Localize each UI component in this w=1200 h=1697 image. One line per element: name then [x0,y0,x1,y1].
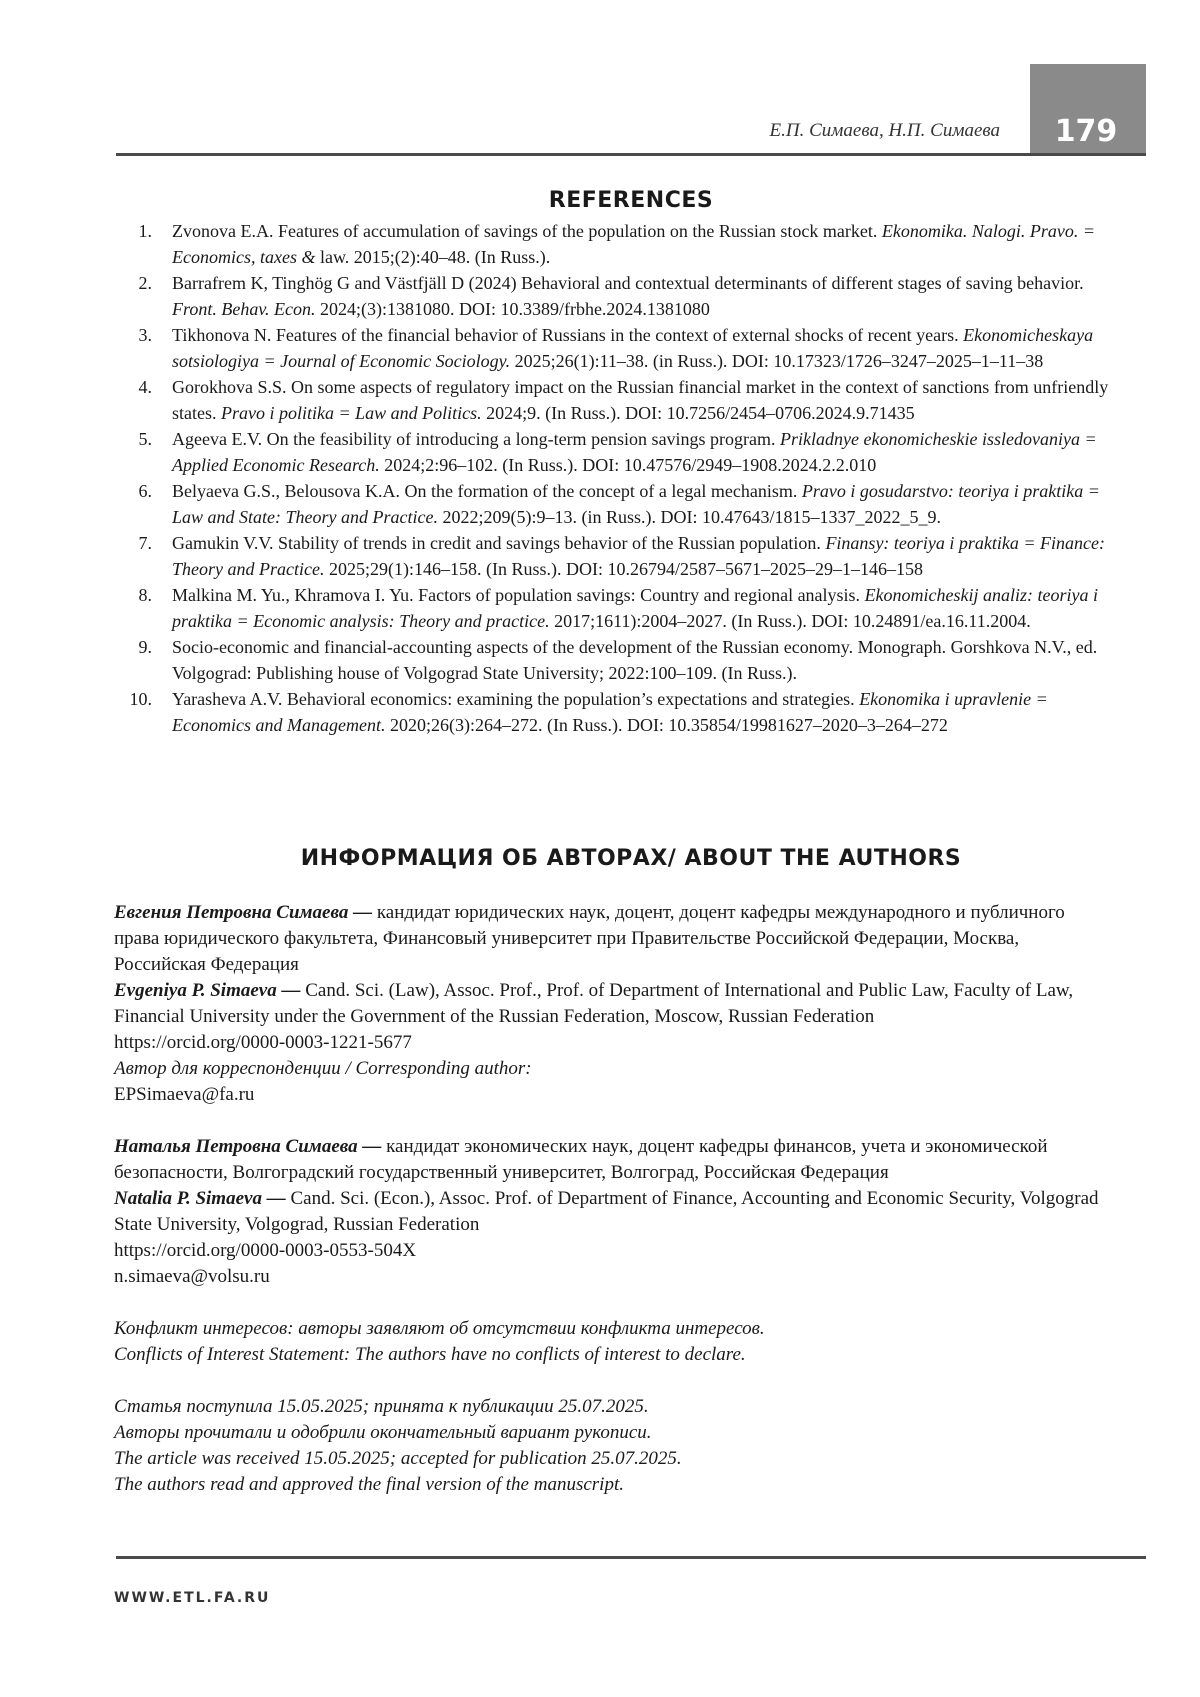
reference-item: 6. Belyaeva G.S., Belousova K.A. On the formation of the concept of a legal mechanism. Pravo i gosudarstvo: teoriya i praktika = Law and State: Theory and Practice. 2022;209(5):9–13. (in Russ.). DOI: 10.47643/1815–1337_2022_5_9. [138,481,1100,527]
reference-item: 3. Tikhonova N. Features of the financial behavior of Russians in the context of external shocks of recent years. Ekonomicheskaya sotsiologiya = Journal of Economic Sociology. 2025;26(1):11–38. (in Russ.). DOI: 10.17323/1726–3247–2025–1–11–38 [138,325,1094,371]
author1-ru: Евгения Петровна Симаева — кандидат юридических наук, доцент, доцент кафедры международного и публичного права юридического факультета, Финансовый университет при Правительстве Российской Федерации, Москва, Российская Федерация [114,902,1065,975]
reference-item: 4. Gorokhova S.S. On some aspects of regulatory impact on the Russian financial market in the context of sanctions from unfriendly states. Pravo i politika = Law and Politics. 2024;9. (In Russ.). DOI: 10.7256/2454–0706.2024.9.71435 [138,377,1109,423]
running-head: Е.П. Симаева, Н.П. Симаева [769,120,1000,141]
reference-item: 2. Barrafrem K, Tinghög G and Västfjäll D (2024) Behavioral and contextual determinants of different stages of saving behavior. Front. Behav. Econ. 2024;(3):1381080. DOI: 10.3389/frbhe.2024.1381080 [138,273,1084,319]
approved-en: The authors read and approved the final version of the manuscript. [114,1474,624,1495]
reference-item: 10. Yarasheva A.V. Behavioral economics: examining the population’s expectations and strategies. Ekonomika i upravlenie = Economics and Management. 2020;26(3):264–272. (In Russ.). DOI: 10.35854/19981627–2020–3–264–272 [129,689,1048,735]
reference-item: 9. Socio-economic and financial-accounting aspects of the development of the Russian economy. Monograph. Gorshkova N.V., ed. Volgograd: Publishing house of Volgograd State University; 2022:100–109. (In Russ.). [138,637,1098,683]
authors-section [114,900,1114,1498]
author2-email[interactable]: n.simaeva@volsu.ru [114,1266,270,1287]
references-heading: REFERENCES [548,188,714,213]
conflict-en: Conflicts of Interest Statement: The authors have no conflicts of interest to declare. [114,1344,746,1365]
reference-item: 1. Zvonova E.A. Features of accumulation of savings of the population on the Russian stock market. Ekonomika. Nalogi. Pravo. = Economics, taxes & law. 2015;(2):40–48. (In Russ.). [138,221,1095,267]
author2-orcid[interactable]: https://orcid.org/0000-0003-0553-504X [114,1240,417,1261]
author2-ru: Наталья Петровна Симаева — кандидат экономических наук, доцент кафедры финансов, учета и экономической безопасности, Волгоградский государственный университет, Волгоград, Российская Федерация [114,1136,1048,1183]
reference-item: 8. Malkina M. Yu., Khramova I. Yu. Factors of population savings: Country and regional analysis. Ekonomicheskij analiz: teoriya i praktika = Economic analysis: Theory and practice. 2017;1611):2004–2027. (In Russ.). DOI: 10.24891/ea.16.11.2004. [138,585,1099,631]
approved-ru: Авторы прочитали и одобрили окончательный вариант рукописи. [114,1422,652,1443]
author2-en: Natalia P. Simaeva — Cand. Sci. (Econ.), Assoc. Prof. of Department of Finance, Accounting and Economic Security, Volgograd State University, Volgograd, Russian Federation [114,1188,1099,1235]
reference-item: 5. Ageeva E.V. On the feasibility of introducing a long-term pension savings program. Prikladnye ekonomicheskie issledovaniya = Applied Economic Research. 2024;2:96–102. (In Russ.). DOI: 10.47576/2949–1908.2024.2.2.010 [138,429,1097,475]
corresponding-author-label: Автор для корреспонденции / Corresponding author: [114,1058,532,1079]
references-list [116,218,1116,738]
footer-url[interactable]: WWW.ETL.FA.RU [114,1590,271,1606]
conflict-ru: Конфликт интересов: авторы заявляют об отсутствии конфликта интересов. [114,1318,765,1339]
received-ru: Статья поступила 15.05.2025; принята к публикации 25.07.2025. [114,1396,649,1417]
author1-orcid[interactable]: https://orcid.org/0000-0003-1221-5677 [114,1032,412,1053]
author1-email[interactable]: EPSimaeva@fa.ru [114,1084,255,1105]
authors-heading: ИНФОРМАЦИЯ ОБ АВТОРАХ/ ABOUT THE AUTHORS [300,846,962,871]
footer-rule [116,1556,1146,1559]
reference-item: 7. Gamukin V.V. Stability of trends in credit and savings behavior of the Russian population. Finansy: teoriya i praktika = Finance: Theory and Practice. 2025;29(1):146–158. (In Russ.). DOI: 10.26794/2587–5671–2025–29–1–146–158 [138,533,1106,579]
author1-en: Evgeniya P. Simaeva — Cand. Sci. (Law), Assoc. Prof., Prof. of Department of International and Public Law, Faculty of Law, Financial University under the Government of the Russian Federation, Moscow, Russian Federation [114,980,1074,1027]
page-number: 179 [1054,114,1118,149]
header-rule [116,153,1146,156]
received-en: The article was received 15.05.2025; accepted for publication 25.07.2025. [114,1448,682,1469]
